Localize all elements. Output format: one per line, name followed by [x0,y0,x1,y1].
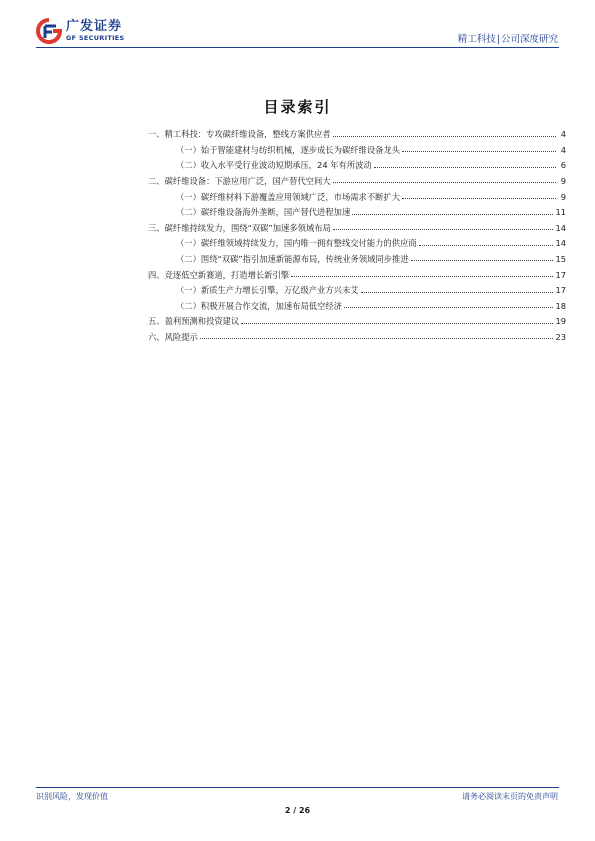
toc-entry-page: 14 [555,222,566,233]
toc-entry-page: 11 [555,207,566,218]
toc-entry-page: 17 [555,285,566,296]
toc-leader-dots [291,276,553,277]
gf-securities-logo [36,16,125,46]
toc-entry-page: 17 [555,269,566,280]
page-header [0,0,595,50]
footer-slogan: 识别风险，发现价值 [36,792,108,801]
toc-entry-text: 六、风险提示 [148,332,198,343]
toc-entry[interactable] [148,217,566,233]
footer-divider [36,787,559,788]
toc-entry-page: 19 [555,316,566,327]
toc-entry[interactable] [148,123,566,139]
toc-entry[interactable] [148,232,566,248]
toc-entry-text: （二）收入水平受行业波动短期承压，24 年有所波动 [176,160,372,171]
toc-entry-text: 四、竞逐低空新赛道，打造增长新引擎 [148,269,290,280]
toc-leader-dots [241,323,553,324]
toc-entry-page: 14 [555,238,566,249]
header-separator: | [496,34,500,45]
toc-leader-dots [361,292,554,293]
toc-leader-dots [200,338,554,339]
toc-entry-text: （二）碳纤维设备海外垄断，国产替代进程加速 [176,207,351,218]
toc-entry[interactable] [148,248,566,264]
toc-entry-page: 18 [555,300,566,311]
footer-disclaimer-note: 请务必阅读末页的免责声明 [462,792,558,801]
toc-entry-text: （一）碳纤维领域持续发力，国内唯一拥有整线交付能力的供应商 [176,238,417,249]
toc-entry[interactable] [148,295,566,311]
toc-entry[interactable] [148,154,566,170]
header-divider [36,47,559,48]
toc-leader-dots [352,214,553,215]
toc-entry[interactable] [148,185,566,201]
table-of-contents [148,123,566,341]
toc-entry[interactable] [148,263,566,279]
brand-name-en: GF SECURITIES [66,34,125,43]
gf-logo-icon [36,18,62,44]
toc-entry[interactable] [148,201,566,217]
toc-leader-dots [402,198,556,199]
toc-entry[interactable] [148,326,566,342]
toc-entry-text: （一）新质生产力增长引擎，万亿级产业方兴未艾 [176,285,359,296]
report-header-label [458,31,558,45]
toc-leader-dots [333,229,554,230]
toc-entry[interactable] [148,139,566,155]
toc-entry[interactable] [148,310,566,326]
toc-leader-dots [402,151,556,152]
toc-entry-text: （二）围绕“双碳”指引加速新能源布局，传统业务领域同步推进 [176,254,409,265]
toc-entry-text: 一、精工科技：专攻碳纤维设备，整线方案供应者 [148,129,331,140]
toc-entry-text: （一）始于智能建材与纺织机械，逐步成长为碳纤维设备龙头 [176,144,401,155]
toc-entry-text: （二）积极开展合作交流，加速布局低空经济 [176,300,342,311]
toc-leader-dots [419,245,554,246]
toc-leader-dots [411,260,554,261]
toc-entry-text: 五、盈利预测和投资建议 [148,316,240,327]
toc-entry-text: 三、碳纤维持续发力，围绕“双碳”加速多领域布局 [148,222,331,233]
toc-entry-page: 6 [560,160,566,171]
page-number: 2 / 26 [284,806,311,815]
toc-entry-text: （一）碳纤维材料下游覆盖应用领域广泛，市场需求不断扩大 [176,191,401,202]
toc-entry-page: 9 [560,191,566,202]
toc-entry-page: 9 [560,176,566,187]
toc-leader-dots [333,182,556,183]
brand-name-cn: 广发证券 [66,19,123,35]
toc-entry-page: 4 [560,129,566,140]
toc-title: 目录索引 [263,98,332,116]
report-type: 公司深度研究 [500,34,558,45]
toc-leader-dots [374,167,556,168]
toc-entry[interactable] [148,279,566,295]
toc-leader-dots [333,136,556,137]
company-name: 精工科技 [457,34,496,45]
toc-leader-dots [344,307,553,308]
toc-entry[interactable] [148,170,566,186]
toc-entry-page: 15 [555,254,566,265]
toc-entry-page: 4 [560,144,566,155]
toc-entry-text: 二、碳纤维设备：下游应用广泛，国产替代空间大 [148,176,331,187]
toc-entry-page: 23 [555,332,566,343]
